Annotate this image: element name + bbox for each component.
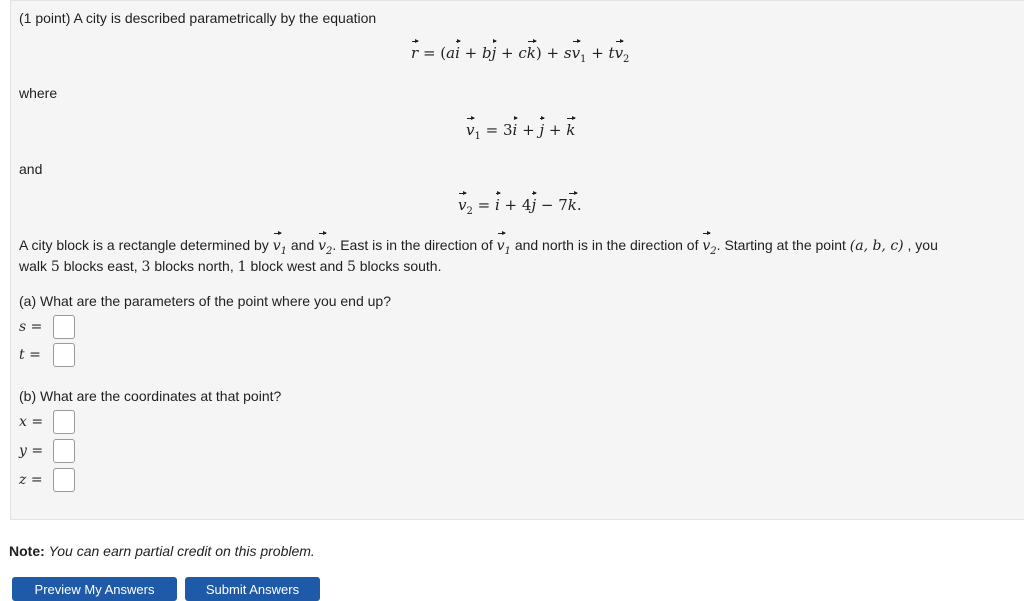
part-a-question: (a) What are the parameters of the point where you end up? xyxy=(19,293,392,309)
part-b-question: (b) What are the coordinates at that point? xyxy=(19,388,282,404)
answer-label-y: y = xyxy=(19,443,44,459)
answer-input-x[interactable] xyxy=(53,410,75,434)
note: Note: You can earn partial credit on this problem. xyxy=(9,543,315,559)
answer-row-z xyxy=(19,467,75,493)
v1-equation: $v_1 = 3i + j + k$ xyxy=(466,121,576,142)
answer-input-z[interactable] xyxy=(53,468,75,492)
answer-row-y xyxy=(19,438,75,464)
answer-label-x: x = xyxy=(19,414,44,430)
v2-equation: $v_2 = i + 4j - 7k$. xyxy=(458,196,582,217)
submit-answers-button[interactable]: Submit Answers xyxy=(185,577,320,601)
answer-input-s[interactable] xyxy=(53,315,75,339)
main-equation: r = (ai + bj + $ck) + sv_1 + tv_2$ xyxy=(411,44,630,65)
answer-label-s: s = xyxy=(19,319,43,335)
answer-input-t[interactable] xyxy=(53,343,75,367)
answer-label-t: t = xyxy=(19,347,41,363)
and-label: and xyxy=(19,161,43,177)
where-label: where xyxy=(19,85,58,101)
answer-input-y[interactable] xyxy=(53,439,75,463)
paragraph-line-2: walk 5 blocks east, 3 blocks north, 1 block west and 5 blocks south. xyxy=(19,258,442,275)
answer-row-t xyxy=(19,342,75,368)
answer-row-s xyxy=(19,314,75,340)
paragraph-line-1: A city block is a rectangle determined by $v_1$ and $v_2$. East is in the direction of $v_1$ and north is in the direction of $v_2$. Starting at the point (a, b, c) , you xyxy=(19,237,938,257)
answer-label-z: z = xyxy=(19,472,43,488)
answer-row-x xyxy=(19,409,75,435)
preview-answers-button[interactable]: Preview My Answers xyxy=(12,577,177,601)
problem-intro: (1 point) A city is described parametrically by the equation xyxy=(19,10,377,26)
